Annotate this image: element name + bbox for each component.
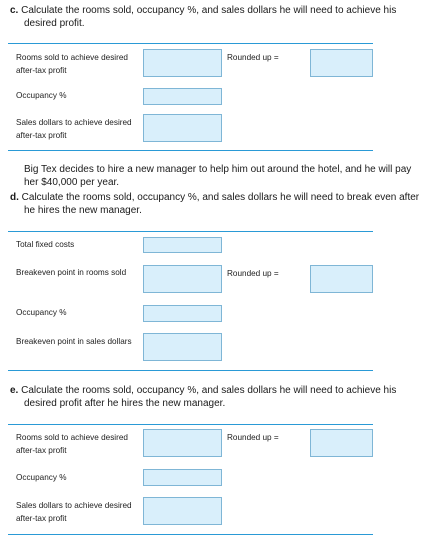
label-occupancy: Occupancy % <box>16 308 67 317</box>
intro-text: Big Tex decides to hire a new manager to help him out around the hotel, and he will pay her $40,000 per year. <box>24 164 412 188</box>
question-e <box>10 384 420 410</box>
divider <box>8 370 373 371</box>
question-e-letter: e. <box>10 385 19 396</box>
input-rooms-sold[interactable] <box>143 49 222 77</box>
label-rooms-sold: Rooms sold to achieve desired after-tax profit <box>16 433 128 455</box>
question-e-text: Calculate the rooms sold, occupancy %, and sales dollars he will need to achieve his desired profit after he hires the new manager. <box>21 385 397 409</box>
label-breakeven-sales: Breakeven point in sales dollars <box>16 337 132 346</box>
input-rooms-sold[interactable] <box>143 429 222 457</box>
label-sales-dollars: Sales dollars to achieve desired after-tax profit <box>16 501 132 523</box>
label-rounded-up: Rounded up = <box>227 53 279 62</box>
label-breakeven-rooms: Breakeven point in rooms sold <box>16 268 127 277</box>
divider <box>8 43 373 44</box>
question-c <box>10 4 420 30</box>
input-rounded-up[interactable] <box>310 49 373 77</box>
label-sales-dollars: Sales dollars to achieve desired after-tax profit <box>16 118 132 140</box>
question-d-text: Calculate the rooms sold, occupancy %, and sales dollars he will need to break even after he hires the new manager. <box>21 192 420 216</box>
input-rounded-up[interactable] <box>310 265 373 293</box>
input-occupancy[interactable] <box>143 469 222 486</box>
divider <box>8 150 373 151</box>
input-total-fixed-costs[interactable] <box>143 237 222 253</box>
question-c-text: Calculate the rooms sold, occupancy %, and sales dollars he will need to achieve his desired profit. <box>21 5 397 29</box>
label-total-fixed-costs: Total fixed costs <box>16 240 75 249</box>
question-d-letter: d. <box>10 192 19 203</box>
input-sales-dollars[interactable] <box>143 114 222 142</box>
label-rounded-up: Rounded up = <box>227 433 279 442</box>
input-occupancy[interactable] <box>143 305 222 322</box>
divider <box>8 231 373 232</box>
question-c-letter: c. <box>10 5 19 16</box>
question-d <box>10 191 420 217</box>
divider <box>8 534 373 535</box>
input-occupancy[interactable] <box>143 88 222 105</box>
divider <box>8 424 373 425</box>
input-rounded-up[interactable] <box>310 429 373 457</box>
input-sales-dollars[interactable] <box>143 497 222 525</box>
label-occupancy: Occupancy % <box>16 473 67 482</box>
label-rounded-up: Rounded up = <box>227 269 279 278</box>
label-occupancy: Occupancy % <box>16 91 67 100</box>
label-rooms-sold: Rooms sold to achieve desired after-tax profit <box>16 53 128 75</box>
input-breakeven-rooms[interactable] <box>143 265 222 293</box>
input-breakeven-sales[interactable] <box>143 333 222 361</box>
